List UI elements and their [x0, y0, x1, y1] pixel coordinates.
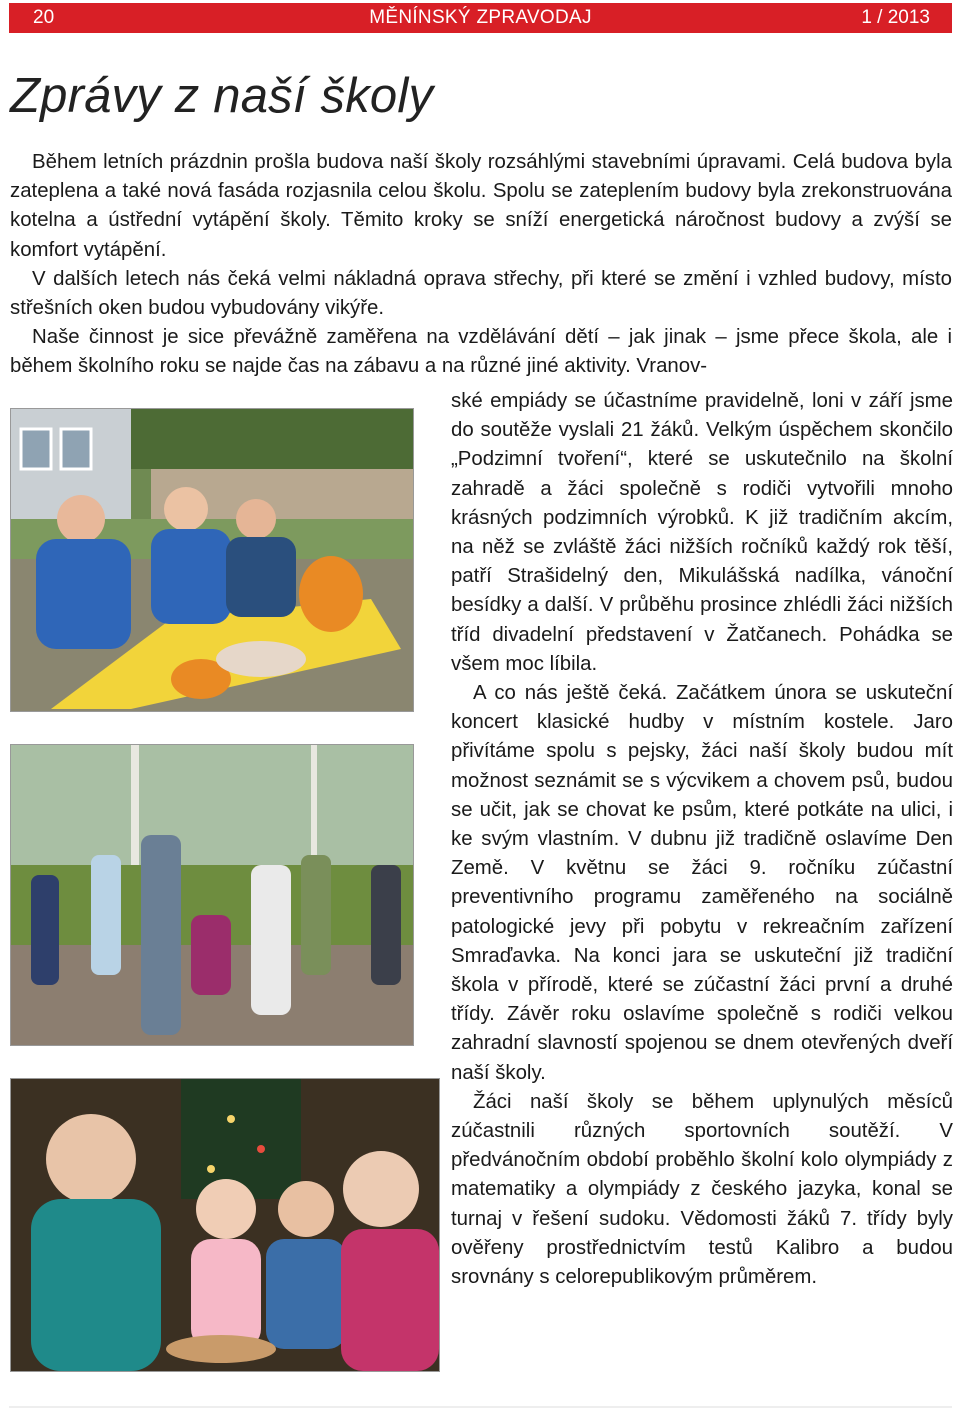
- paragraph: Během letních prázdnin prošla budova naší školy rozsáhlými stavebními úpravami. Celá budova byla zateplena a také nová fasáda rozjasnila celou školu. Spolu se zateplením budovy byla zrekonstruována kotelna a ústřední vytápění školy. Těmito kroky se sníží energetická náročnost budovy a zvýší se komfort vytápění.: [10, 151, 952, 261]
- paragraph: V dalších letech nás čeká velmi nákladná oprava střechy, při které se změní i vzhled budovy, místo střešních oken budou vybudovány vikýře.: [10, 267, 952, 320]
- paragraph: ské empiády se účastníme pravidelně, loni v září jsme do soutěže vyslali 21 žáků. Velkým úspěchem skončilo „Podzimní tvoření“, které se uskutečnilo na školní zahradě a žáci společně s rodiči vytvořili mnoho krásných podzimních výrobků. K již tradičním akcím, na něž se zvláště žáci nižších ročníků každý rok těší, patří Strašidelný den, Mikulášská nadílka, vánoční besídky a další. V průběhu prosince zhlédli žáci nižších tříd divadelní představení v Žatčanech. Pohádka se všem moc líbila.: [451, 390, 953, 675]
- photo-autumn-crafting: [10, 408, 414, 712]
- intro-text: [10, 148, 952, 382]
- issue-number: 1 / 2013: [861, 7, 930, 28]
- header-bar: [9, 3, 952, 33]
- photo-christmas-party: [10, 1078, 440, 1372]
- paragraph: Naše činnost je sice převážně zaměřena na vzdělávání dětí – jak jinak – jsme přece škola, ale i během školního roku se najde čas na zábavu a na různé jiné aktivity. Vranov-: [10, 326, 952, 378]
- article-title: Zprávy z naší školy: [10, 69, 434, 123]
- paragraph: A co nás ještě čeká. Začátkem února se uskuteční koncert klasické hudby v místním kostele. Jaro přivítáme spolu s pejsky, žáci naší školy budou mít možnost seznámit se s výcvikem a chovem psů, budou se učit, jak se chovat ke psům, které potkáte na ulici, i ke svým vlastním. V dubnu již tradičně oslavíme Den Země. V květnu se žáci 9. ročníku zúčastní preventivního programu zaměřeného na sociálně patologické jevy při pobytu v rekreačním zařízení Smraďavka. Na konci jara se uskuteční již tradiční škola v přírodě, které se zúčastní žáci první a druhé třídy. Závěr roku oslavíme společně s rodiči velkou zahradní slavností spojenou se dnem otevřených dveří naší školy.: [451, 682, 953, 1084]
- photo-garden-activity: [10, 744, 414, 1046]
- magazine-name: MĚNÍNSKÝ ZPRAVODAJ: [369, 7, 592, 28]
- page-number: 20: [33, 7, 55, 28]
- paragraph: Žáci naší školy se během uplynulých měsíců zúčastnili různých sportovních soutěží. V předvánočním období proběhlo školní kolo olympiády z matematiky a olympiády z českého jazyka, konal se turnaj v řešení sudoku. Vědomosti žáků 7. třídy byly ověřeny prostřednictvím testů Kalibro a budou srovnány s celorepublikovým průměrem.: [451, 1090, 953, 1289]
- bottom-rule: [9, 1406, 952, 1408]
- column-text: [451, 387, 953, 1292]
